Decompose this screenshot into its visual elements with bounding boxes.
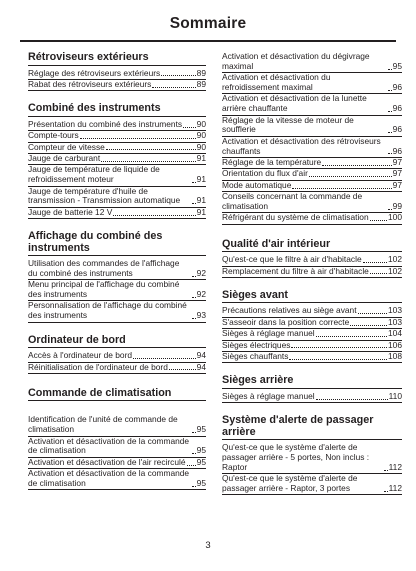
toc-section-alerte-passager [222, 415, 402, 495]
toc-entry-label: Qu'est-ce que le système d'alerte de passager arrière - 5 portes, Non inclus : Raptor [222, 442, 370, 472]
toc-entry-page: 92 [196, 267, 206, 278]
toc-entry-page: 90 [196, 130, 206, 141]
dot-leader [106, 149, 196, 150]
dot-leader [192, 318, 196, 319]
toc-entry-page: 102 [388, 254, 402, 265]
toc-entry[interactable] [28, 301, 206, 322]
toc-entry-label: Précautions relatives au siège avant [222, 305, 357, 316]
toc-entry[interactable] [28, 187, 206, 208]
toc-entry-page: 91 [196, 174, 206, 185]
section-heading[interactable]: Système d'alerte de passager arrière [222, 415, 402, 440]
toc-entry[interactable] [28, 363, 206, 374]
toc-entry-page: 104 [388, 328, 402, 339]
toc-entry-page: 90 [196, 118, 206, 129]
section-heading[interactable]: Affichage du combiné des instruments [28, 231, 206, 256]
dot-leader [192, 182, 196, 183]
toc-entry-page: 108 [388, 351, 402, 362]
toc-entry[interactable] [28, 437, 206, 458]
toc-entry-label: Compteur de vitesse [28, 141, 105, 152]
toc-entry-label: Sièges à réglage manuel [222, 328, 315, 339]
dot-leader [101, 161, 196, 162]
toc-section-affichage [28, 231, 206, 323]
toc-entry-label: Réinitialisation de l'ordinateur de bord [28, 361, 168, 372]
toc-entry[interactable] [222, 474, 402, 495]
toc-entry-page: 93 [196, 310, 206, 321]
section-heading[interactable]: Sièges arrière [222, 375, 402, 389]
toc-entry-page: 91 [196, 152, 206, 163]
dot-leader [289, 359, 387, 360]
toc-entry-page: 95 [196, 424, 206, 435]
toc-entry-label: Activation et désactivation de la lunette arrière chauffante [222, 93, 367, 114]
toc-entry-page: 95 [392, 60, 402, 71]
toc-entry-label: Qu'est-ce que le système d'alerte de passager arrière - Raptor, 3 portes [222, 473, 358, 494]
dot-leader [384, 470, 388, 471]
toc-entry-label: Sièges à réglage manuel [222, 390, 315, 401]
section-heading[interactable]: Sièges avant [222, 290, 402, 304]
toc-entry-label: Présentation du combiné des instruments [28, 118, 183, 129]
toc-entry-page: 100 [388, 212, 402, 223]
toc-entry-label: Menu principal de l'affichage du combiné des instruments [28, 279, 180, 300]
dot-leader [192, 276, 196, 277]
toc-section-retroviseurs [28, 52, 206, 91]
toc-section-sieges-avant [222, 290, 402, 363]
toc-entry-label: Compte-tours [28, 130, 79, 141]
toc-entry-page: 112 [388, 483, 402, 494]
toc-entry-label: Réglage de la vitesse de moteur de soufflerie [222, 114, 354, 135]
dot-leader [363, 262, 387, 263]
toc-entry[interactable] [28, 280, 206, 301]
dot-leader [183, 127, 196, 128]
dot-leader [80, 138, 196, 139]
toc-entry-page: 89 [196, 78, 206, 89]
toc-entry-page: 96 [392, 145, 402, 156]
toc-entry-label: S'asseoir dans la position correcte [222, 316, 350, 327]
toc-entry[interactable] [222, 169, 402, 180]
toc-entry[interactable] [222, 352, 402, 363]
toc-entry-page: 94 [196, 361, 206, 372]
dot-leader [384, 491, 388, 492]
toc-entry[interactable] [222, 392, 402, 403]
toc-entry[interactable] [28, 131, 206, 142]
dot-leader [316, 399, 388, 400]
toc-entry[interactable] [222, 329, 402, 340]
dot-leader [388, 132, 392, 133]
toc-entry-page: 89 [196, 67, 206, 78]
toc-section-qualite-air [222, 239, 402, 278]
dot-leader [388, 90, 392, 91]
toc-entry-label: Identification de l'unité de commande de climatisation [28, 414, 178, 435]
dot-leader [169, 369, 196, 370]
section-heading[interactable]: Commande de climatisation [28, 388, 206, 402]
toc-entry-page: 94 [196, 350, 206, 361]
toc-entry-label: Conseils concernant la commande de climatisation [222, 191, 363, 211]
dot-leader [291, 347, 387, 348]
toc-entry-page: 97 [392, 156, 402, 167]
dot-leader [161, 75, 195, 76]
toc-entry-page: 96 [392, 103, 402, 114]
toc-entry-label: Activation et désactivation de la commande de climatisation [28, 468, 190, 489]
dot-leader [192, 203, 196, 204]
toc-entry[interactable] [28, 80, 206, 91]
dot-leader [370, 273, 387, 274]
toc-entry-page: 96 [392, 81, 402, 92]
toc-entry[interactable] [222, 52, 402, 73]
toc-entry-label: Activation et désactivation des rétroviseurs chauffants [222, 135, 381, 156]
toc-entry[interactable] [222, 443, 402, 474]
toc-entry[interactable] [222, 213, 402, 224]
toc-entry-page: 95 [196, 478, 206, 489]
toc-entry[interactable] [28, 415, 206, 436]
dot-leader [192, 453, 196, 454]
dot-leader [388, 153, 392, 154]
dot-leader [370, 220, 387, 221]
section-heading[interactable]: Rétroviseurs extérieurs [28, 52, 206, 66]
dot-leader [192, 432, 196, 433]
toc-entry-page: 106 [388, 339, 402, 350]
toc-section-climatisation [28, 388, 206, 490]
toc-entry[interactable] [222, 255, 402, 266]
page-number: 3 [205, 540, 211, 551]
dot-leader [113, 215, 195, 216]
section-heading[interactable]: Qualité d'air intérieur [222, 239, 402, 253]
toc-entry[interactable] [222, 137, 402, 158]
toc-entry[interactable] [222, 116, 402, 137]
toc-entry-label: Jauge de carburant [28, 152, 101, 163]
toc-entry-page: 90 [196, 141, 206, 152]
dot-leader [292, 188, 391, 189]
toc-entry[interactable] [222, 192, 402, 213]
dot-leader [358, 313, 387, 314]
toc-entry-page: 91 [196, 206, 206, 217]
toc-entry-label: Personnalisation de l'affichage du combiné des instruments [28, 300, 187, 321]
toc-entry-label: Rabat des rétroviseurs extérieurs [28, 78, 152, 89]
toc-entry-page: 102 [388, 265, 402, 276]
toc-left-column [28, 52, 206, 490]
toc-right-column [222, 52, 402, 495]
dot-leader [388, 111, 392, 112]
section-heading[interactable]: Combiné des instruments [28, 103, 206, 117]
dot-leader [350, 325, 387, 326]
toc-entry-label: Utilisation des commandes de l'affichage du combiné des instruments [28, 258, 180, 278]
toc-section-combine [28, 103, 206, 219]
toc-entry-page: 103 [388, 305, 402, 316]
toc-section-climatisation-continued [222, 52, 402, 225]
dot-leader [316, 336, 387, 337]
toc-entry-page: 112 [388, 461, 402, 472]
toc-section-sieges-arriere [222, 375, 402, 403]
toc-entry-label: Activation et désactivation de la commande de climatisation [28, 435, 190, 456]
toc-entry[interactable] [28, 259, 206, 280]
toc-entry-label: Qu'est-ce que le filtre à air d'habitacle [222, 254, 362, 265]
dot-leader [152, 87, 195, 88]
toc-entry[interactable] [28, 165, 206, 186]
toc-entry-page: 96 [392, 124, 402, 135]
toc-entry-label: Remplacement du filtre à air d'habitacle [222, 265, 369, 276]
dot-leader [133, 358, 196, 359]
toc-entry[interactable] [222, 73, 402, 94]
toc-entry-page: 99 [392, 200, 402, 211]
dot-leader [322, 165, 392, 166]
toc-entry-label: Accès à l'ordinateur de bord [28, 350, 133, 361]
toc-entry-label: Orientation du flux d'air [222, 168, 308, 179]
toc-entry[interactable] [222, 94, 402, 115]
toc-entry[interactable] [28, 208, 206, 219]
toc-entry-label: Réfrigérant du système de climatisation [222, 212, 369, 223]
section-heading[interactable]: Ordinateur de bord [28, 335, 206, 349]
toc-entry-label: Activation et désactivation du dégivrage maximal [222, 51, 370, 71]
toc-entry-label: Réglage des rétroviseurs extérieurs [28, 67, 161, 78]
toc-entry-label: Activation et désactivation de l'air recirculé [28, 456, 186, 467]
toc-entry-label: Jauge de température d'huile de transmission - Transmission automatique [28, 185, 181, 206]
toc-entry-page: 103 [388, 316, 402, 327]
toc-entry-page: 95 [196, 456, 206, 467]
toc-entry-page: 110 [388, 390, 402, 401]
toc-entry-label: Jauge de température de liquide de refroidissement moteur [28, 164, 160, 185]
toc-entry-page: 97 [392, 179, 402, 190]
dot-leader [388, 209, 392, 210]
dot-leader [192, 297, 196, 298]
toc-entry-page: 91 [196, 195, 206, 206]
toc-section-ordinateur [28, 335, 206, 374]
toc-entry-label: Réglage de la température [222, 156, 322, 167]
toc-entry-page: 92 [196, 289, 206, 300]
toc-entry-label: Mode automatique [222, 179, 292, 190]
toc-entry-page: 95 [196, 445, 206, 456]
title-rule [20, 40, 396, 42]
toc-entry-label: Sièges chauffants [222, 351, 289, 362]
dot-leader [388, 69, 392, 70]
dot-leader [187, 465, 196, 466]
toc-entry-page: 97 [392, 168, 402, 179]
toc-entry[interactable] [222, 267, 402, 278]
toc-entry-label: Jauge de batterie 12 V [28, 206, 113, 217]
toc-entry-label: Sièges électriques [222, 339, 291, 350]
page-title: Sommaire [169, 15, 247, 32]
toc-entry-label: Activation et désactivation du refroidissement maximal [222, 72, 331, 92]
dot-leader [309, 176, 392, 177]
toc-entry[interactable] [28, 469, 206, 490]
toc-entry[interactable] [28, 351, 206, 362]
dot-leader [192, 486, 196, 487]
